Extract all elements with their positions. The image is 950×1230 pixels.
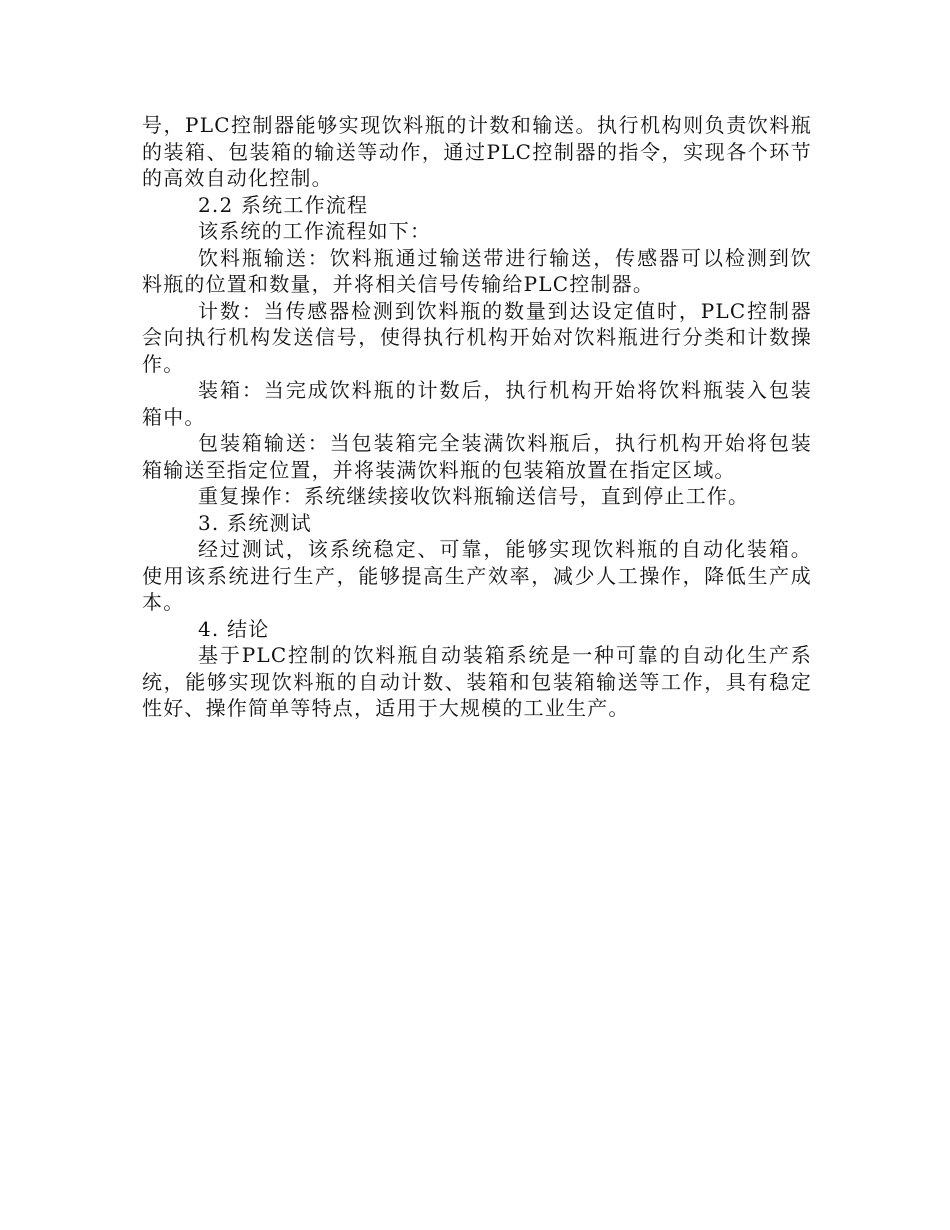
document-body bbox=[142, 112, 812, 722]
section-heading-4: 4. 结论 bbox=[198, 616, 270, 641]
paragraph-intro: 该系统的工作流程如下： bbox=[198, 219, 432, 243]
paragraph-repeat: 重复操作：系统继续接收饮料瓶输送信号，直到停止工作。 bbox=[198, 484, 750, 508]
section-heading-3: 3. 系统测试 bbox=[198, 510, 312, 535]
paragraph-testing: 经过测试，该系统稳定、可靠，能够实现饮料瓶的自动化装箱。使用该系统进行生产，能够提高生产效率，减少人工操作，降低生产成本。 bbox=[142, 537, 812, 614]
paragraph-counting: 计数：当传感器检测到饮料瓶的数量到达设定值时，PLC控制器会向执行机构发送信号，使得执行机构开始对饮料瓶进行分类和计数操作。 bbox=[142, 298, 812, 376]
paragraph-continuation: 号，PLC控制器能够实现饮料瓶的计数和输送。执行机构则负责饮料瓶的装箱、包装箱的输送等动作，通过PLC控制器的指令，实现各个环节的高效自动化控制。 bbox=[142, 113, 812, 190]
paragraph-box-conveying: 包装箱输送：当包装箱完全装满饮料瓶后，执行机构开始将包装箱输送至指定位置，并将装满饮料瓶的包装箱放置在指定区域。 bbox=[142, 431, 812, 482]
section-heading-2-2: 2.2 系统工作流程 bbox=[198, 192, 369, 217]
paragraph-bottle-conveying: 饮料瓶输送：饮料瓶通过输送带进行输送，传感器可以检测到饮料瓶的位置和数量，并将相关信号传输给PLC控制器。 bbox=[142, 245, 812, 296]
paragraph-conclusion: 基于PLC控制的饮料瓶自动装箱系统是一种可靠的自动化生产系统，能够实现饮料瓶的自动计数、装箱和包装箱输送等工作，具有稳定性好、操作简单等特点，适用于大规模的工业生产。 bbox=[142, 643, 812, 720]
paragraph-boxing: 装箱：当完成饮料瓶的计数后，执行机构开始将饮料瓶装入包装箱中。 bbox=[142, 378, 812, 429]
